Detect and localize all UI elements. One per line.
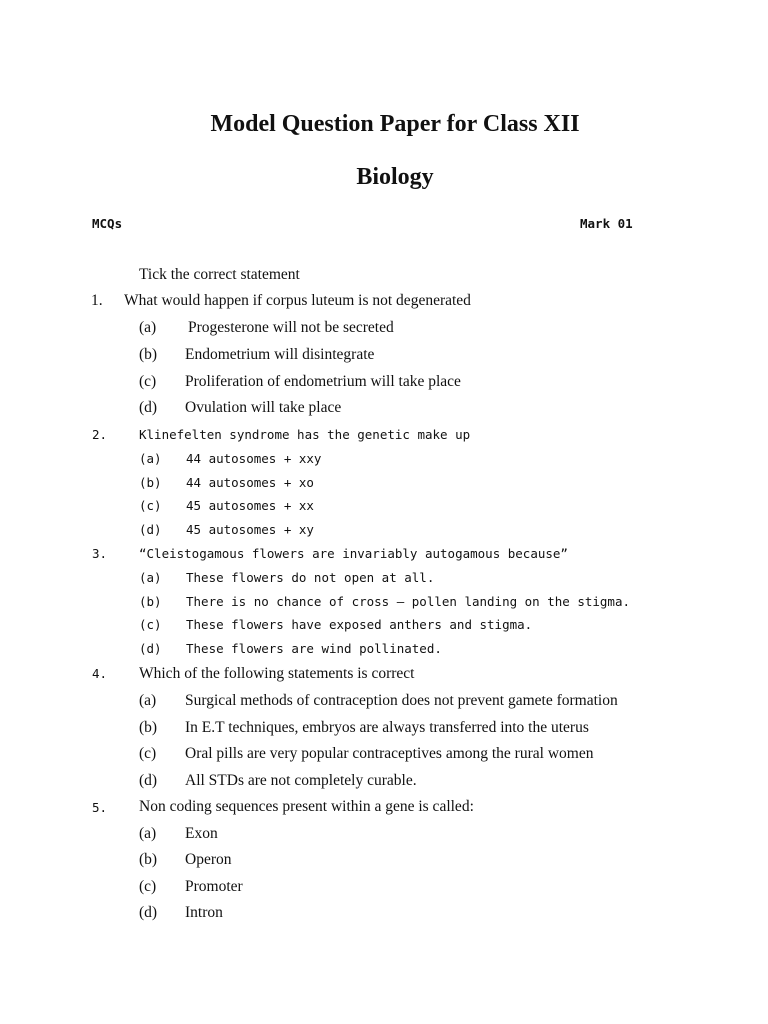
question-number: 2.	[92, 427, 108, 442]
option-text: Operon	[185, 851, 232, 868]
question-text: Which of the following statements is correct	[139, 665, 415, 682]
option-text: All STDs are not completely curable.	[185, 772, 417, 789]
option-text: Proliferation of endometrium will take place	[185, 373, 461, 390]
option-label: (d)	[139, 904, 158, 921]
question-text: What would happen if corpus luteum is not degenerated	[124, 292, 471, 309]
option-label: (c)	[139, 498, 162, 513]
option-text: These flowers have exposed anthers and stigma.	[186, 617, 533, 632]
option-label: (c)	[139, 745, 157, 762]
subject-heading: Biology	[356, 164, 434, 190]
option-text: Promoter	[185, 878, 243, 895]
option-text: Oral pills are very popular contraceptives among the rural women	[185, 745, 594, 762]
option-label: (b)	[139, 851, 158, 868]
option-text: In E.T techniques, embryos are always transferred into the uterus	[185, 719, 589, 736]
question-number: 4.	[92, 666, 108, 681]
option-text: These flowers do not open at all.	[186, 570, 435, 585]
option-label: (c)	[139, 373, 157, 390]
section-label: MCQs	[92, 216, 123, 231]
option-label: (a)	[139, 692, 157, 709]
question-number: 3.	[92, 546, 108, 561]
option-text: These flowers are wind pollinated.	[186, 641, 442, 656]
page-title: Model Question Paper for Class XII	[210, 111, 580, 137]
option-label: (a)	[139, 825, 157, 842]
option-text: 44 autosomes + xo	[186, 475, 314, 490]
option-label: (a)	[139, 570, 162, 585]
option-text: 44 autosomes + xxy	[186, 451, 322, 466]
option-label: (b)	[139, 346, 158, 363]
option-text: 45 autosomes + xy	[186, 522, 314, 537]
instruction-text: Tick the correct statement	[139, 266, 300, 283]
question-number: 5.	[92, 800, 108, 815]
option-text: 45 autosomes + xx	[186, 498, 314, 513]
option-text: Exon	[185, 825, 218, 842]
question-text: Non coding sequences present within a gene is called:	[139, 798, 474, 815]
option-text: There is no chance of cross – pollen landing on the stigma.	[186, 594, 631, 609]
option-label: (d)	[139, 772, 158, 789]
question-number: 1.	[91, 292, 103, 309]
question-text: Klinefelten syndrome has the genetic make up	[139, 427, 471, 442]
option-text: Progesterone will not be secreted	[188, 319, 394, 336]
option-label: (a)	[139, 451, 162, 466]
option-text: Ovulation will take place	[185, 399, 342, 416]
question-text: “Cleistogamous flowers are invariably autogamous because”	[139, 546, 568, 561]
mark-label: Mark 01	[580, 216, 633, 231]
option-label: (d)	[139, 522, 162, 537]
option-label: (b)	[139, 719, 158, 736]
option-label: (c)	[139, 617, 162, 632]
option-label: (b)	[139, 594, 162, 609]
option-label: (c)	[139, 878, 157, 895]
option-text: Surgical methods of contraception does not prevent gamete formation	[185, 692, 618, 709]
option-label: (d)	[139, 399, 158, 416]
option-text: Intron	[185, 904, 223, 921]
option-label: (d)	[139, 641, 162, 656]
option-label: (b)	[139, 475, 162, 490]
option-label: (a)	[139, 319, 157, 336]
option-text: Endometrium will disintegrate	[185, 346, 375, 363]
